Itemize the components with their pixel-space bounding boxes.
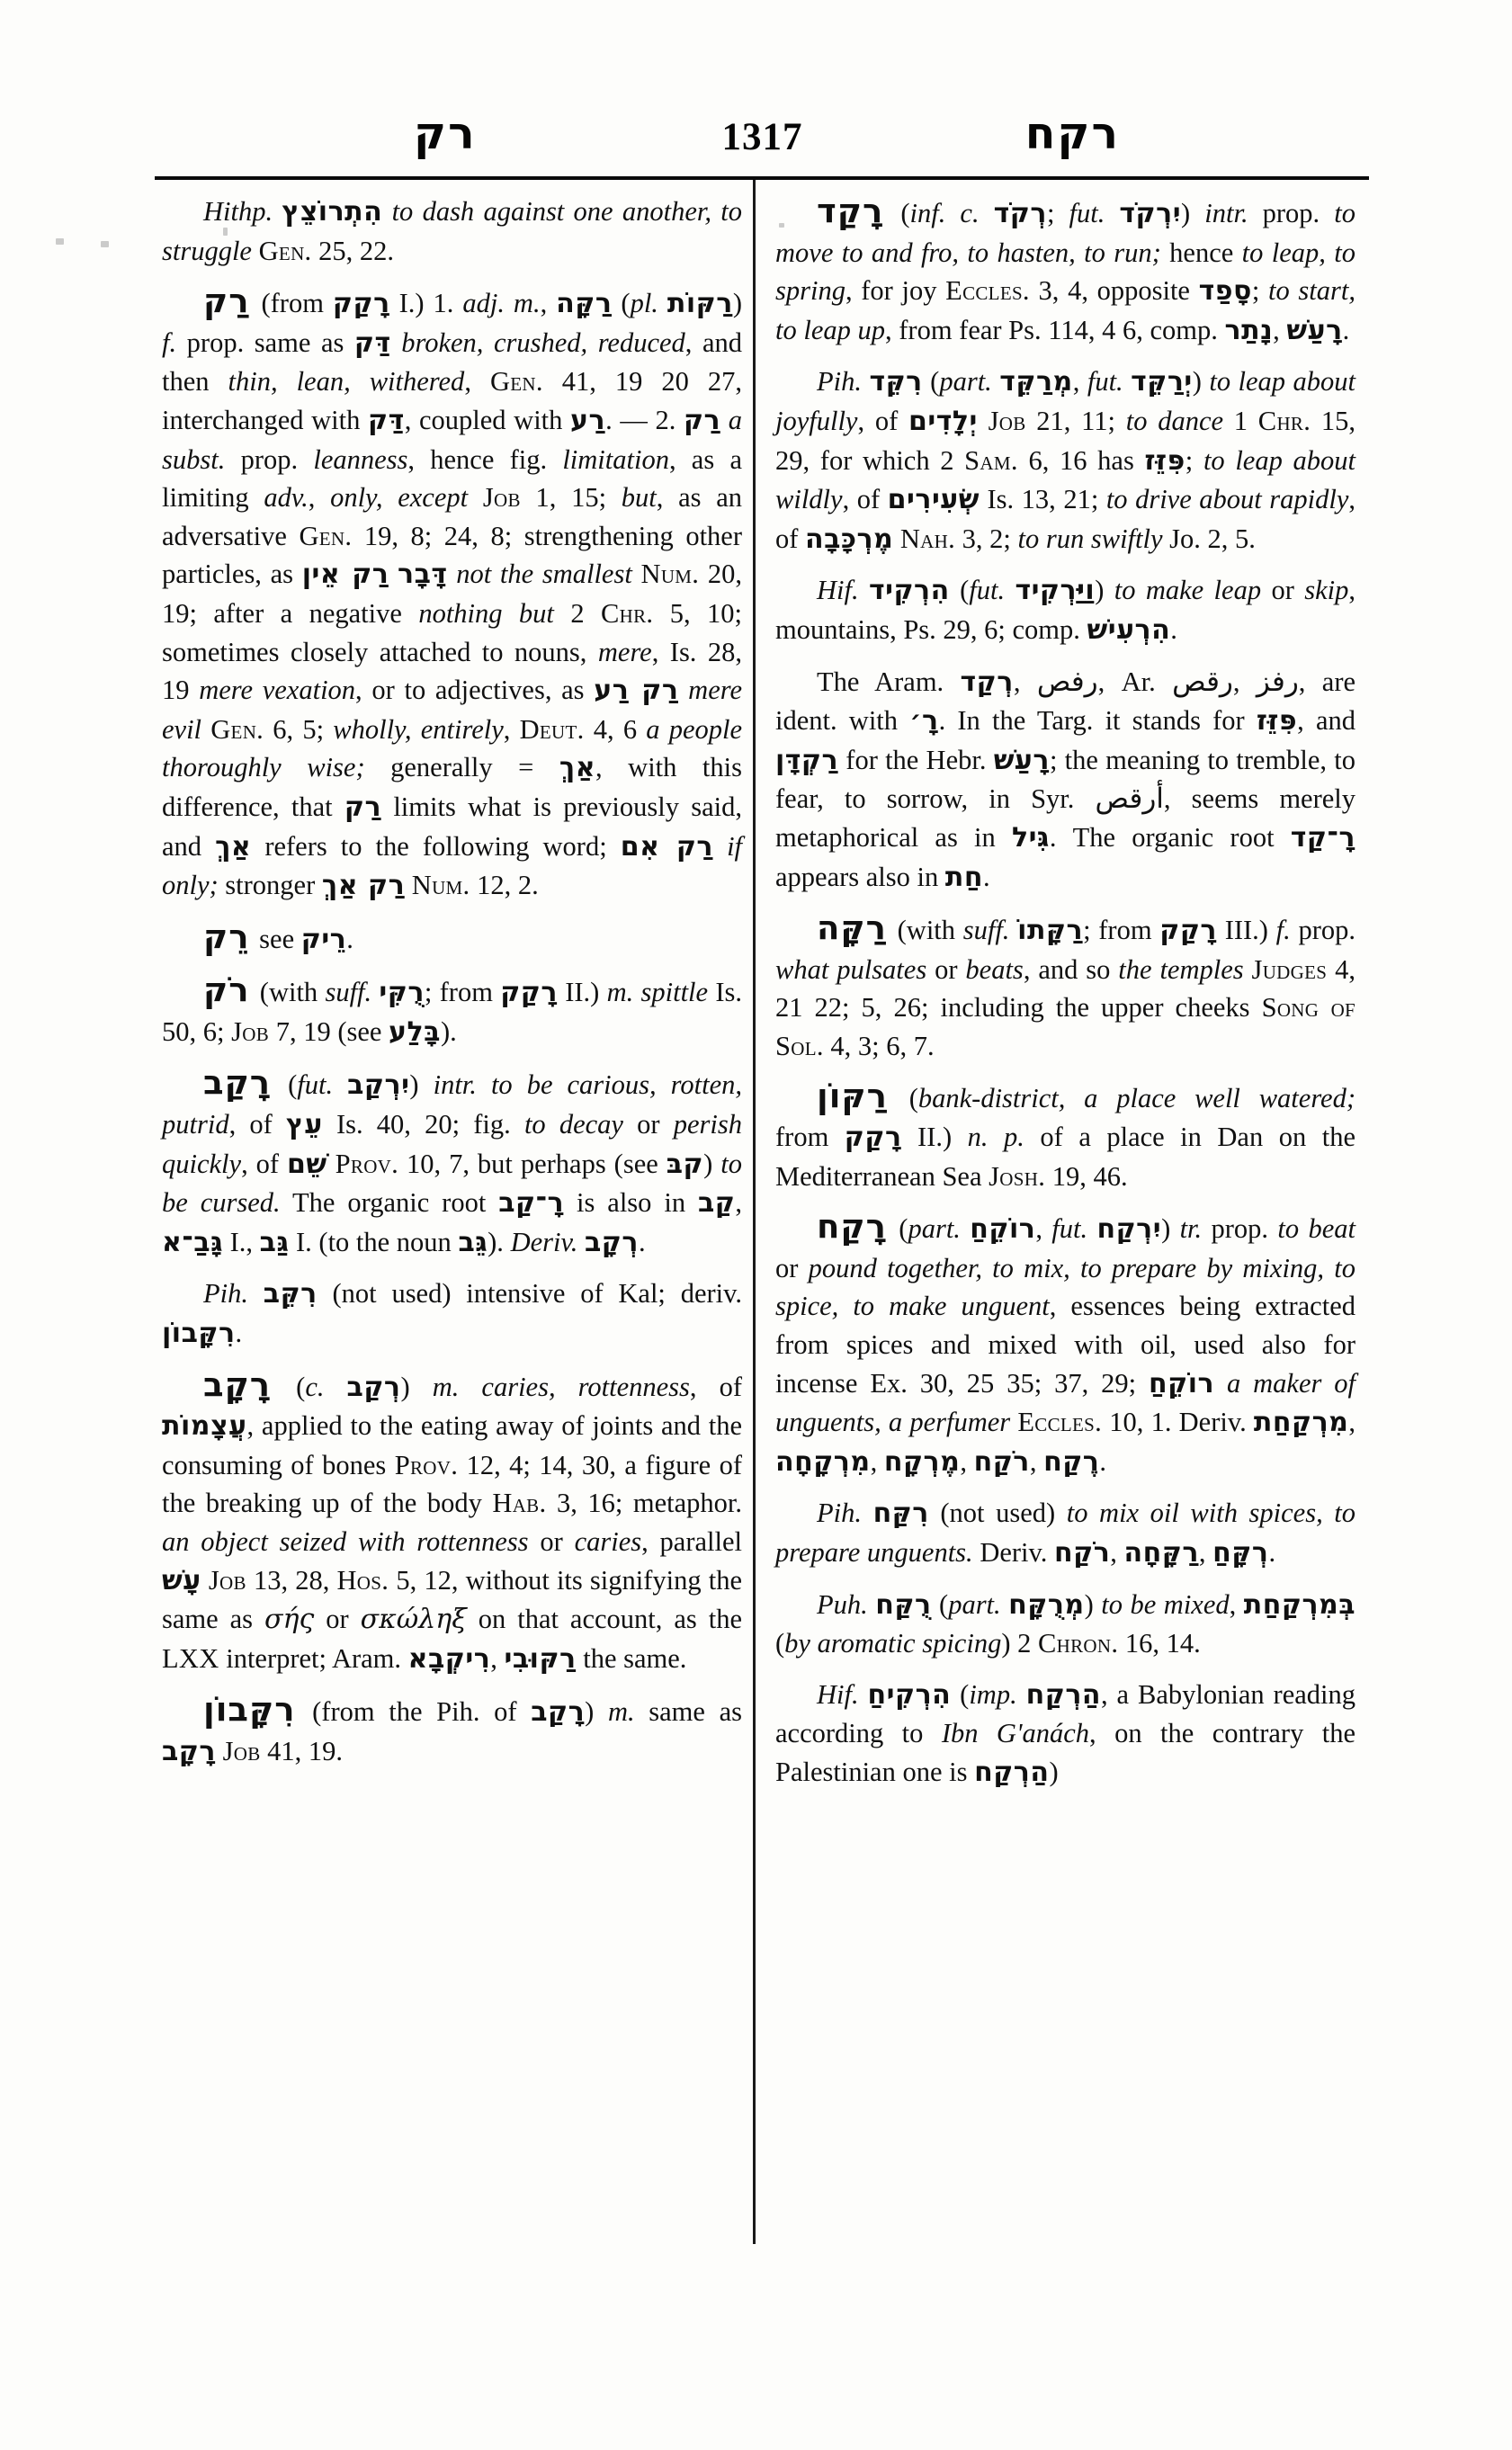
entry-spacer xyxy=(162,1678,742,1691)
entry-raqach: רָקַח (part. רוֹקֵחַ, fut. יִרְקַח) tr. prop. to beat or pound together, to mix, to prepare by mixing, to spice, to make unguent, essences being extracted from spices and mixed with oil, used also for incense Ex. 30, 25 35; 37, 29; רוֹקֵחַ a maker of unguents, a perfumer Eccles. 10, 1. Deriv. מִרְקַחַת, מִרְקָחָה, מֶרְקָח, רֹקַח, רֶקַח. xyxy=(775,1207,1355,1478)
entry-raqav: רָקַב (fut. יִרְקַב) intr. to be carious, rotten, putrid, of עֵץ Is. 40, 20; fig. to decay or perish quickly, of שֵׁם Prov. 10, 7, but perhaps (see קבּ) to be cursed. The organic root רָ־קַב is also in קַב, גָּבַ־א I., גַּב I. (to the noun גֵּב). Deriv. רְקָב. xyxy=(162,1063,742,1258)
running-head-left-hebrew: רק xyxy=(414,108,477,159)
entry-spacer xyxy=(775,1195,1355,1208)
entry-raqqah: רַקָּה (with suff. רַקָּתוֹ; from רָקַק III.) f. prop. what pulsates or beats, and so the temples Judges 4, 21 22; 5, 26; including the upper cheeks Song of Sol. 4, 3; 6, 7. xyxy=(775,908,1356,1061)
right-column xyxy=(775,192,1355,1793)
entry-spacer xyxy=(162,906,742,918)
entry-spacer xyxy=(162,270,742,282)
entry-spacer xyxy=(775,350,1355,362)
running-head xyxy=(153,99,1372,171)
entry-spacer xyxy=(775,559,1355,571)
entry-req-see-riq: רֵק see רֵיק. xyxy=(203,917,353,956)
entry-aram-note: The Aram. רְקַד, رفص, Ar. رقص, رفز, are ident. with רָ׳. In the Targ. it stands for פִּזֵּז, and רַקְדָּן for the Hebr. רָעַשׁ; the meaning to tremble, to fear, to sorrow, in Syr. أرقص, seems merely metaphorical as in גִּיל. The organic root רָ־קַד appears also in חַת. xyxy=(775,665,1356,893)
entry-spacer xyxy=(162,1354,742,1366)
entry-raq-I: רַק (from רָקַק I.) 1. adj. m., רַקָּה (pl. רַקּוֹת) f. prop. same as דַּק broken, crushed, reduced, and then thin, lean, withered, Gen. 41, 19 20 27, interchanged with דַּק, coupled with רַע. — 2. רַק a subst. prop. leanness, hence fig. limitation, as a limiting adv., only, except Job 1, 15; but, as an adversative Gen. 19, 8; 24, 8; strengthening other particles, as רַק אֵין דָּבָר not the smallest Num. 20, 19; after a negative nothing but 2 Chr. 5, 10; sometimes closely attached to nouns, mere, Is. 28, 19 mere vexation, or to adjectives, as רַק רַע mere evil Gen. 6, 5; wholly, entirely, Deut. 4, 6 a people thoroughly wise; generally = אַךְ, with this difference, that רַק limits what is previously said, and אַךְ refers to the following word; רַק אִם if only; stronger רַק אַךְ Num. 12, 2. xyxy=(162,282,743,902)
entry-hif-hirqid: Hif. הִרְקִיד (fut. וַיַּרְקִיד) to make leap or skip, mountains, Ps. 29, 6; comp. הִרְעִישׁ. xyxy=(775,575,1355,646)
header-rule xyxy=(155,176,1369,180)
scan-artifact xyxy=(56,238,64,245)
entry-spacer xyxy=(775,897,1355,909)
entry-hif-hirqiach: Hif. הִרְקִיחַ (imp. הַרְקַח, a Babylonian reading according to Ibn G'anách, on the contrary the Palestinian one is הַרְקַח) xyxy=(775,1678,1356,1788)
entry-raqad: רָקַד (inf. c. רְקֹד; fut. יִרְקֹד) intr. prop. to move to and fro, to hasten, to run; hence to leap, to spring, for joy Eccles. 3, 4, opposite סָפַד; to start, to leap up, from fear Ps. 114, 4 6, comp. נָתַר, רָעַשׁ. xyxy=(775,192,1355,346)
entry-spacer xyxy=(162,1051,742,1064)
entry-spacer xyxy=(775,1481,1355,1494)
entry-pih-riqqach: Pih. רִקַּח (not used) to mix oil with spices, to prepare unguents. Deriv. רֹקַח, רַקָּחָה, רְקָּחַ. xyxy=(775,1498,1356,1569)
entry-spacer xyxy=(775,1065,1355,1077)
entry-riqqavon: רִקָּבוֹן (from the Pih. of רָקַב) m. same as רָקָב Job 41, 19. xyxy=(162,1690,742,1767)
entry-hithp-hitrotsets: Hithp. הִתְרוֹצֵץ to dash against one another, to struggle Gen. 25, 22. xyxy=(162,196,743,266)
entry-pih-riqqed: Pih. רִקֵּד (part. מְרַקֵּד, fut. יְרַקֵּד) to leap about joyfully, of יְלָדִים Job 21, 11; to dance 1 Chr. 15, 29, for which 2 Sam. 6, 16 has פִּזֵּז; to leap about wildly, of שְׂעִירִים Is. 13, 21; to drive about rapidly, of מֶרְכָּבָה Nah. 3, 2; to run swiftly Jo. 2, 5. xyxy=(775,366,1356,555)
entry-spacer xyxy=(162,959,742,971)
entry-spacer xyxy=(775,1663,1355,1676)
entry-roq: רֹק (with suff. רֻקִּי; from רָקַק II.) m. spittle Is. 50, 6; Job 7, 19 (see בָּלַע). xyxy=(162,970,742,1048)
entry-pih-riqqev: Pih. רִקֵּב (not used) intensive of Kal; deriv. רִקָּבוֹן. xyxy=(162,1278,743,1350)
left-column xyxy=(162,192,742,1772)
entry-raqav-noun: רָקָב (c. רְקַב) m. caries, rottenness, of עֲצָמוֹת, applied to the eating away of joints and the consuming of bones Prov. 12, 4; 14, 30, a figure of the breaking up of the body Hab. 3, 16; metaphor. an object seized with rottenness or caries, parallel עָשׁ Job 13, 28, Hos. 5, 12, without its signifying the same as σής or σκώληξ on that account, as the LXX interpret; Aram. רִיקְבָא, רַקּוּבִי the same. xyxy=(162,1364,743,1675)
scan-artifact xyxy=(101,241,109,247)
entry-puh-ruqqach: Puh. רֻקַּח (part. מְרֻקָּח) to be mixed, בְּמִרְקַחַת (by aromatic spicing) 2 Chron. 16, 14. xyxy=(775,1588,1356,1659)
page-number: 1317 xyxy=(721,116,803,158)
entry-spacer xyxy=(162,1262,742,1274)
column-divider-rule xyxy=(753,180,756,2244)
entry-spacer xyxy=(775,650,1355,663)
running-head-right-hebrew: רקח xyxy=(1024,108,1120,159)
entry-spacer xyxy=(775,1573,1355,1586)
entry-raqqon: רַקּוֹן (bank-district, a place well watered; from רָקַק II.) n. p. of a place in Dan on the Mediterranean Sea Josh. 19, 46. xyxy=(775,1077,1355,1192)
